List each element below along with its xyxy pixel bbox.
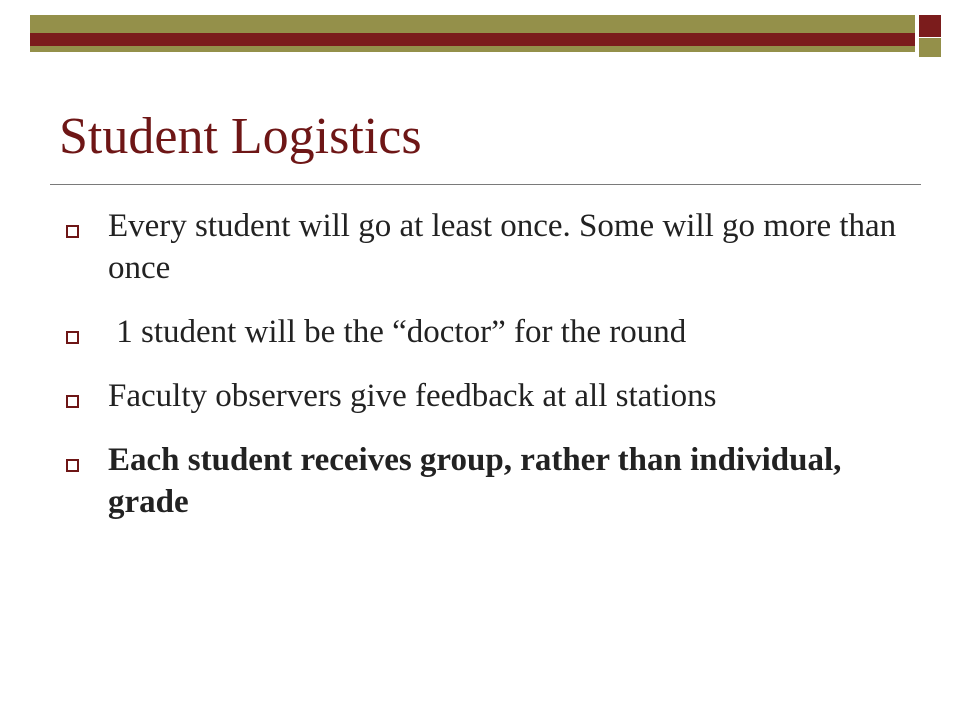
- slide-title: Student Logistics: [59, 108, 422, 165]
- bullet-text: Each student receives group, rather than individual, grade: [108, 442, 842, 520]
- bullet-list: [60, 205, 900, 523]
- corner-square-light: [919, 38, 941, 57]
- top-banner-dark-band: [30, 33, 915, 46]
- hollow-square-icon: [66, 225, 79, 238]
- top-banner: [30, 15, 915, 52]
- bullet-text: Faculty observers give feedback at all stations: [108, 378, 717, 414]
- corner-square-dark: [919, 15, 941, 37]
- bullet-item: [60, 311, 900, 353]
- bullet-text: 1 student will be the “doctor” for the round: [108, 314, 687, 350]
- title-divider: [50, 184, 921, 185]
- hollow-square-icon: [66, 459, 79, 472]
- hollow-square-icon: [66, 395, 79, 408]
- hollow-square-icon: [66, 331, 79, 344]
- bullet-text: Every student will go at least once. Some will go more than once: [108, 208, 897, 286]
- bullet-item: [60, 375, 900, 417]
- bullet-item: [60, 439, 900, 523]
- bullet-item: [60, 205, 900, 289]
